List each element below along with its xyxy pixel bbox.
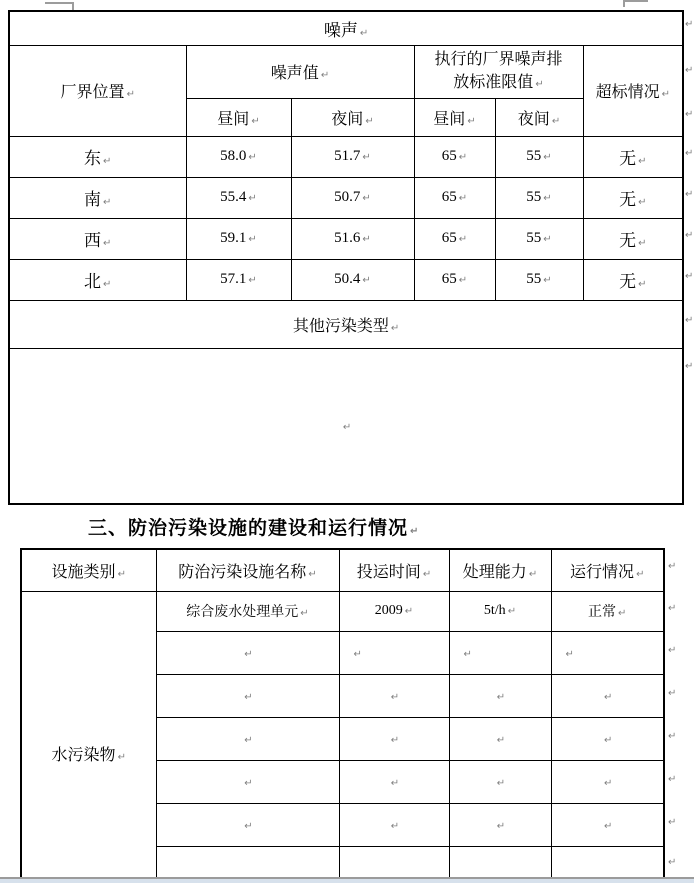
header-limit-day: 昼间 ↵ [414,98,495,136]
table-row-east [9,136,683,177]
cell-limit-night: 55 ↵ [495,218,583,259]
header-facility-name: 防治污染设施名称 ↵ [156,549,339,591]
cell-limit-day: 65 ↵ [414,218,495,259]
header-operation-status: 运行情况 ↵ [551,549,664,591]
paragraph-mark: ↵ [248,152,257,163]
paragraph-mark: ↵ [390,691,400,703]
paragraph-mark: ↵ [244,648,253,660]
paragraph-mark: ↵ [638,279,647,290]
row-end-mark: ↵ [685,230,694,241]
paragraph-mark: ↵ [458,234,468,245]
row-end-mark: ↵ [668,561,677,572]
cell-location: 东 ↵ [9,136,186,177]
cell-night-value: 51.6 ↵ [291,218,414,259]
paragraph-mark: ↵ [604,691,613,703]
paragraph-mark: ↵ [248,193,257,204]
paragraph-mark: ↵ [342,421,352,433]
row-end-mark: ↵ [668,817,677,828]
paragraph-mark: ↵ [244,820,253,832]
empty-cell [449,717,551,760]
cell-facility-name: 综合废水处理单元 ↵ [156,591,339,631]
cell-location: 北 ↵ [9,259,186,300]
header-standard-limit: 执行的厂界噪声排放标准限值 ↵ [414,45,583,98]
paragraph-mark: ↵ [244,691,253,703]
table-row-west [9,218,683,259]
paragraph-mark: ↵ [248,275,257,286]
noise-title: 噪声 [323,20,358,40]
paragraph-mark: ↵ [390,734,400,746]
table-row [21,591,664,631]
paragraph-mark: ↵ [117,568,126,580]
facility-table [20,548,665,883]
paragraph-mark: ↵ [618,608,627,619]
paragraph-mark: ↵ [300,608,309,619]
cell-limit-day: 65 ↵ [414,259,495,300]
paragraph-mark: ↵ [661,89,670,100]
paragraph-mark: ↵ [458,275,468,286]
cell-capacity: 5t/h ↵ [449,591,551,631]
header-noise-value: 噪声值 ↵ [186,45,414,98]
paragraph-mark: ↵ [404,606,414,617]
paragraph-mark: ↵ [410,526,420,537]
paragraph-mark: ↵ [467,115,476,127]
noise-title-cell [9,11,683,45]
other-pollution-cell: 其他污染类型 ↵ [9,300,683,348]
table-row [9,45,683,98]
paragraph-mark: ↵ [565,648,574,660]
table-row [9,300,683,348]
empty-cell [449,803,551,846]
paragraph-mark: ↵ [362,234,371,245]
empty-cell [339,631,449,674]
empty-cell [156,803,339,846]
header-day: 昼间 ↵ [186,98,291,136]
paragraph-mark: ↵ [126,89,135,100]
paragraph-mark: ↵ [528,568,538,580]
paragraph-mark: ↵ [362,152,371,163]
paragraph-mark: ↵ [390,322,400,334]
paragraph-mark: ↵ [543,275,552,286]
cell-operation-time: 2009 ↵ [339,591,449,631]
paragraph-mark: ↵ [604,734,613,746]
paragraph-mark: ↵ [638,238,647,249]
empty-cell [449,760,551,803]
paragraph-mark: ↵ [320,70,330,81]
header-capacity: 处理能力 ↵ [449,549,551,591]
paragraph-mark: ↵ [244,734,253,746]
header-night: 夜间 ↵ [291,98,414,136]
paragraph-mark: ↵ [496,691,506,703]
row-end-mark: ↵ [668,688,677,699]
cell-exceed: 无 ↵ [583,177,683,218]
empty-cell [339,717,449,760]
row-end-mark: ↵ [685,109,694,120]
empty-cell [339,760,449,803]
row-end-mark: ↵ [685,148,694,159]
header-limit-night: 夜间 ↵ [495,98,583,136]
empty-cell [156,674,339,717]
empty-cell [551,760,664,803]
row-end-mark: ↵ [685,65,694,76]
paragraph-mark: ↵ [390,820,400,832]
row-end-mark: ↵ [668,857,677,868]
paragraph-mark: ↵ [458,152,468,163]
table-row [9,348,683,504]
paragraph-mark: ↵ [543,152,552,163]
paragraph-mark: ↵ [463,648,472,660]
header-location: 厂界位置 ↵ [9,45,186,136]
empty-cell [339,803,449,846]
paragraph-mark: ↵ [496,820,506,832]
paragraph-mark: ↵ [308,568,317,580]
cell-limit-day: 65 ↵ [414,177,495,218]
paragraph-mark: ↵ [359,27,369,39]
paragraph-mark: ↵ [535,78,544,90]
empty-cell [449,674,551,717]
paragraph-mark: ↵ [103,156,112,167]
cell-limit-night: 55 ↵ [495,177,583,218]
cell-day-value: 59.1 ↵ [186,218,291,259]
cell-limit-night: 55 ↵ [495,136,583,177]
row-end-mark: ↵ [668,603,677,614]
header-operation-time: 投运时间 ↵ [339,549,449,591]
paragraph-mark: ↵ [103,238,112,249]
cell-location: 南 ↵ [9,177,186,218]
paragraph-mark: ↵ [251,115,260,127]
cell-exceed: 无 ↵ [583,136,683,177]
cropped-table-remnant-right [623,0,648,7]
cell-night-value: 50.7 ↵ [291,177,414,218]
paragraph-mark: ↵ [543,193,552,204]
paragraph-mark: ↵ [365,115,374,127]
empty-cell [551,717,664,760]
table-row-north [9,259,683,300]
paragraph-mark: ↵ [117,751,126,763]
paragraph-mark: ↵ [551,115,561,127]
paragraph-mark: ↵ [390,777,400,789]
table-row [9,11,683,45]
cell-night-value: 51.7 ↵ [291,136,414,177]
paragraph-mark: ↵ [604,777,613,789]
row-end-mark: ↵ [685,361,694,372]
cell-limit-day: 65 ↵ [414,136,495,177]
cell-day-value: 55.4 ↵ [186,177,291,218]
row-end-mark: ↵ [668,774,677,785]
empty-cell [449,631,551,674]
paragraph-mark: ↵ [103,197,112,208]
table-row [21,549,664,591]
empty-cell [156,717,339,760]
cell-exceed: 无 ↵ [583,218,683,259]
other-pollution-empty-cell [9,348,683,504]
paragraph-mark: ↵ [422,568,432,580]
empty-cell [551,674,664,717]
cell-exceed: 无 ↵ [583,259,683,300]
paragraph-mark: ↵ [103,279,112,290]
paragraph-mark: ↵ [362,275,371,286]
row-end-mark: ↵ [668,731,677,742]
empty-cell [551,803,664,846]
cell-day-value: 57.1 ↵ [186,259,291,300]
row-end-mark: ↵ [685,189,694,200]
paragraph-mark: ↵ [604,820,613,832]
row-end-mark: ↵ [685,19,694,30]
header-facility-category: 设施类别 ↵ [21,549,156,591]
paragraph-mark: ↵ [638,156,647,167]
cell-water-pollutant-category: 水污染物 ↵ [21,591,156,883]
empty-cell [551,631,664,674]
cell-day-value: 58.0 ↵ [186,136,291,177]
header-exceed-status: 超标情况 ↵ [583,45,683,136]
cell-limit-night: 55 ↵ [495,259,583,300]
table-row-south [9,177,683,218]
cropped-table-remnant-left [45,2,74,10]
paragraph-mark: ↵ [638,197,647,208]
empty-cell [339,674,449,717]
paragraph-mark: ↵ [636,568,645,580]
empty-cell [156,631,339,674]
cell-operation-status: 正常 ↵ [551,591,664,631]
row-end-mark: ↵ [668,645,677,656]
paragraph-mark: ↵ [362,193,371,204]
paragraph-mark: ↵ [248,234,257,245]
window-bottom-edge-band [0,879,694,883]
paragraph-mark: ↵ [353,648,362,660]
row-end-mark: ↵ [685,315,694,326]
section-heading: 三、防治污染设施的建设和运行情况 ↵ [88,518,420,539]
cell-night-value: 50.4 ↵ [291,259,414,300]
paragraph-mark: ↵ [507,606,517,617]
paragraph-mark: ↵ [496,734,506,746]
paragraph-mark: ↵ [496,777,506,789]
cell-location: 西 ↵ [9,218,186,259]
noise-table [8,10,684,505]
paragraph-mark: ↵ [244,777,253,789]
paragraph-mark: ↵ [543,234,552,245]
empty-cell [156,760,339,803]
paragraph-mark: ↵ [458,193,468,204]
row-end-mark: ↵ [685,271,694,282]
